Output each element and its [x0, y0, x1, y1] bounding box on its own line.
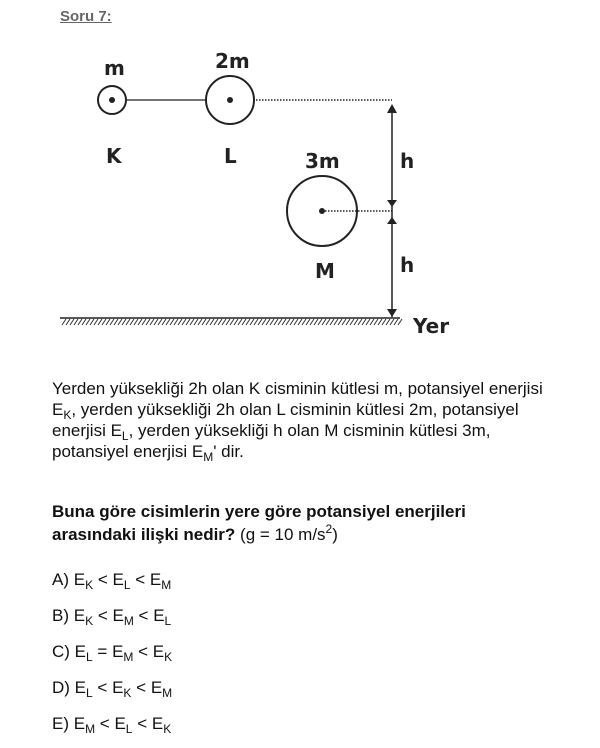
hatch-mark — [330, 319, 334, 325]
option-operator: < — [93, 570, 113, 589]
option-sub: L — [86, 686, 93, 700]
stem-sub-m: M — [203, 450, 214, 464]
option-operator: = — [92, 642, 113, 661]
hatch-mark — [218, 319, 222, 325]
stem-sub-k: K — [63, 408, 72, 422]
hatch-mark — [214, 319, 218, 325]
question-stem — [52, 378, 552, 462]
hatch-mark — [222, 319, 226, 325]
hatch-mark — [202, 319, 206, 325]
hatch-mark — [310, 319, 314, 325]
option-sub: L — [125, 722, 133, 736]
hatch-mark — [74, 319, 78, 325]
option-operator: < — [133, 606, 154, 625]
hatch-mark — [382, 319, 386, 325]
option-term: E — [151, 714, 164, 733]
hatch-mark — [118, 319, 122, 325]
hatch-mark — [134, 319, 138, 325]
gravity-exponent: 2 — [325, 522, 333, 536]
hatch-mark — [94, 319, 98, 325]
option-term: E — [112, 642, 124, 661]
option-sub: L — [123, 578, 131, 592]
option-term: E — [73, 714, 86, 733]
hatch-mark — [290, 319, 294, 325]
option-term: E — [114, 714, 126, 733]
ball-l-center — [227, 97, 233, 103]
stem-text-1: Yerden yüksekliği 2h olan K cisminin kütlesi m, potansiyel enerjisi E — [52, 379, 543, 419]
hatch-mark — [146, 319, 150, 325]
hatch-mark — [350, 319, 354, 325]
hatch-mark — [298, 319, 302, 325]
hatch-mark — [190, 319, 194, 325]
hatch-mark — [390, 319, 394, 325]
option-operator: < — [131, 678, 151, 697]
option-term: E — [152, 642, 165, 661]
arrow-head-mid-down — [387, 217, 397, 224]
hatch-mark — [242, 319, 246, 325]
hatch-mark — [90, 319, 94, 325]
option-term: E — [112, 570, 124, 589]
stem-sub-l: L — [121, 429, 129, 443]
hatch-mark — [238, 319, 242, 325]
option-term: E — [150, 678, 163, 697]
hatch-mark — [342, 319, 346, 325]
option-sub: L — [164, 614, 172, 628]
hatch-mark — [198, 319, 202, 325]
ground-hatching — [62, 319, 402, 325]
option-e[interactable] — [52, 712, 172, 748]
question-bold-text: Buna göre cisimlerin yere göre potansiyel enerjileri arasındaki ilişki nedir? — [52, 502, 466, 544]
hatch-mark — [378, 319, 382, 325]
option-term: E — [153, 606, 165, 625]
option-operator: < — [92, 678, 113, 697]
hatch-mark — [374, 319, 378, 325]
hatch-mark — [246, 319, 250, 325]
option-term: E — [74, 678, 87, 697]
hatch-mark — [102, 319, 106, 325]
option-term: E — [149, 570, 162, 589]
hatch-mark — [98, 319, 102, 325]
option-d[interactable] — [52, 676, 172, 712]
hatch-mark — [70, 319, 74, 325]
hatch-mark — [230, 319, 234, 325]
hatch-mark — [394, 319, 398, 325]
mass-label-l: 2m — [215, 49, 250, 73]
hatch-mark — [286, 319, 290, 325]
hatch-mark — [338, 319, 342, 325]
hatch-mark — [170, 319, 174, 325]
option-sub: M — [85, 722, 96, 736]
physics-figure — [50, 40, 480, 350]
option-term: E — [74, 642, 87, 661]
hatch-mark — [106, 319, 110, 325]
hatch-mark — [282, 319, 286, 325]
hatch-mark — [226, 319, 230, 325]
hatch-mark — [186, 319, 190, 325]
stem-text-4: ' dir. — [213, 442, 244, 461]
gravity-close: ) — [332, 525, 338, 544]
hatch-mark — [270, 319, 274, 325]
option-sub: M — [162, 686, 173, 700]
option-operator: < — [130, 570, 150, 589]
name-label-l: L — [224, 144, 237, 168]
arrow-head-bottom — [387, 309, 397, 317]
hatch-mark — [358, 319, 362, 325]
option-letter: E) — [52, 714, 74, 733]
stem-text-2: , yerden yüksekliği 2h olan L cisminin kütlesi 2m, potansiyel enerjisi E — [52, 400, 519, 440]
hatch-mark — [234, 319, 238, 325]
option-sub: L — [86, 650, 93, 664]
hatch-mark — [66, 319, 70, 325]
hatch-mark — [122, 319, 126, 325]
hatch-mark — [130, 319, 134, 325]
arrow-head-top — [387, 104, 397, 113]
hatch-mark — [86, 319, 90, 325]
mass-label-m: 3m — [305, 149, 340, 173]
hatch-mark — [138, 319, 142, 325]
hatch-mark — [78, 319, 82, 325]
hatch-mark — [174, 319, 178, 325]
hatch-mark — [262, 319, 266, 325]
hatch-mark — [162, 319, 166, 325]
option-operator: < — [93, 606, 113, 625]
option-a[interactable] — [52, 568, 172, 604]
hatch-mark — [154, 319, 158, 325]
option-sub: M — [123, 614, 134, 628]
name-label-k: K — [106, 144, 122, 168]
hatch-mark — [398, 319, 402, 325]
option-operator: < — [133, 642, 153, 661]
height-label-upper: h — [400, 149, 415, 173]
option-sub: K — [163, 722, 172, 736]
hatch-mark — [278, 319, 282, 325]
hatch-mark — [166, 319, 170, 325]
option-operator: < — [95, 714, 115, 733]
hatch-mark — [354, 319, 358, 325]
stem-text-3: , yerden yüksekliği h olan M cisminin kütlesi 3m, potansiyel enerjisi E — [52, 421, 491, 461]
option-letter: B) — [52, 606, 74, 625]
option-term: E — [73, 570, 86, 589]
hatch-mark — [302, 319, 306, 325]
hatch-mark — [82, 319, 86, 325]
mass-label-k: m — [104, 56, 125, 80]
hatch-mark — [370, 319, 374, 325]
answer-options — [52, 568, 172, 748]
option-sub: K — [85, 578, 94, 592]
hatch-mark — [326, 319, 330, 325]
height-label-lower: h — [400, 253, 415, 277]
option-letter: A) — [52, 570, 74, 589]
question-number: Soru 7: — [60, 8, 112, 25]
option-b[interactable] — [52, 604, 172, 640]
question-prompt — [52, 500, 552, 546]
hatch-mark — [158, 319, 162, 325]
hatch-mark — [194, 319, 198, 325]
hatch-mark — [266, 319, 270, 325]
option-term: E — [112, 678, 124, 697]
gravity-text: (g = 10 m/s — [235, 525, 326, 544]
option-operator: < — [132, 714, 152, 733]
hatch-mark — [250, 319, 254, 325]
option-sub: K — [164, 650, 173, 664]
hatch-mark — [150, 319, 154, 325]
name-label-m: M — [315, 259, 335, 283]
option-letter: D) — [52, 678, 75, 697]
hatch-mark — [318, 319, 322, 325]
hatch-mark — [126, 319, 130, 325]
option-term: E — [73, 606, 86, 625]
hatch-mark — [366, 319, 370, 325]
ball-k-center — [109, 97, 115, 103]
hatch-mark — [114, 319, 118, 325]
option-sub: M — [123, 650, 134, 664]
arrow-head-mid-up — [387, 200, 397, 207]
option-sub: K — [123, 686, 132, 700]
ground-label: Yer — [413, 314, 450, 338]
hatch-mark — [210, 319, 214, 325]
hatch-mark — [294, 319, 298, 325]
hatch-mark — [142, 319, 146, 325]
hatch-mark — [314, 319, 318, 325]
option-sub: M — [161, 578, 172, 592]
hatch-mark — [322, 319, 326, 325]
hatch-mark — [334, 319, 338, 325]
option-letter: C) — [52, 642, 75, 661]
hatch-mark — [182, 319, 186, 325]
hatch-mark — [62, 319, 66, 325]
hatch-mark — [386, 319, 390, 325]
hatch-mark — [110, 319, 114, 325]
hatch-mark — [258, 319, 262, 325]
hatch-mark — [206, 319, 210, 325]
hatch-mark — [306, 319, 310, 325]
option-term: E — [112, 606, 124, 625]
hatch-mark — [178, 319, 182, 325]
hatch-mark — [362, 319, 366, 325]
option-sub: K — [85, 614, 94, 628]
hatch-mark — [254, 319, 258, 325]
option-c[interactable] — [52, 640, 172, 676]
hatch-mark — [346, 319, 350, 325]
hatch-mark — [274, 319, 278, 325]
